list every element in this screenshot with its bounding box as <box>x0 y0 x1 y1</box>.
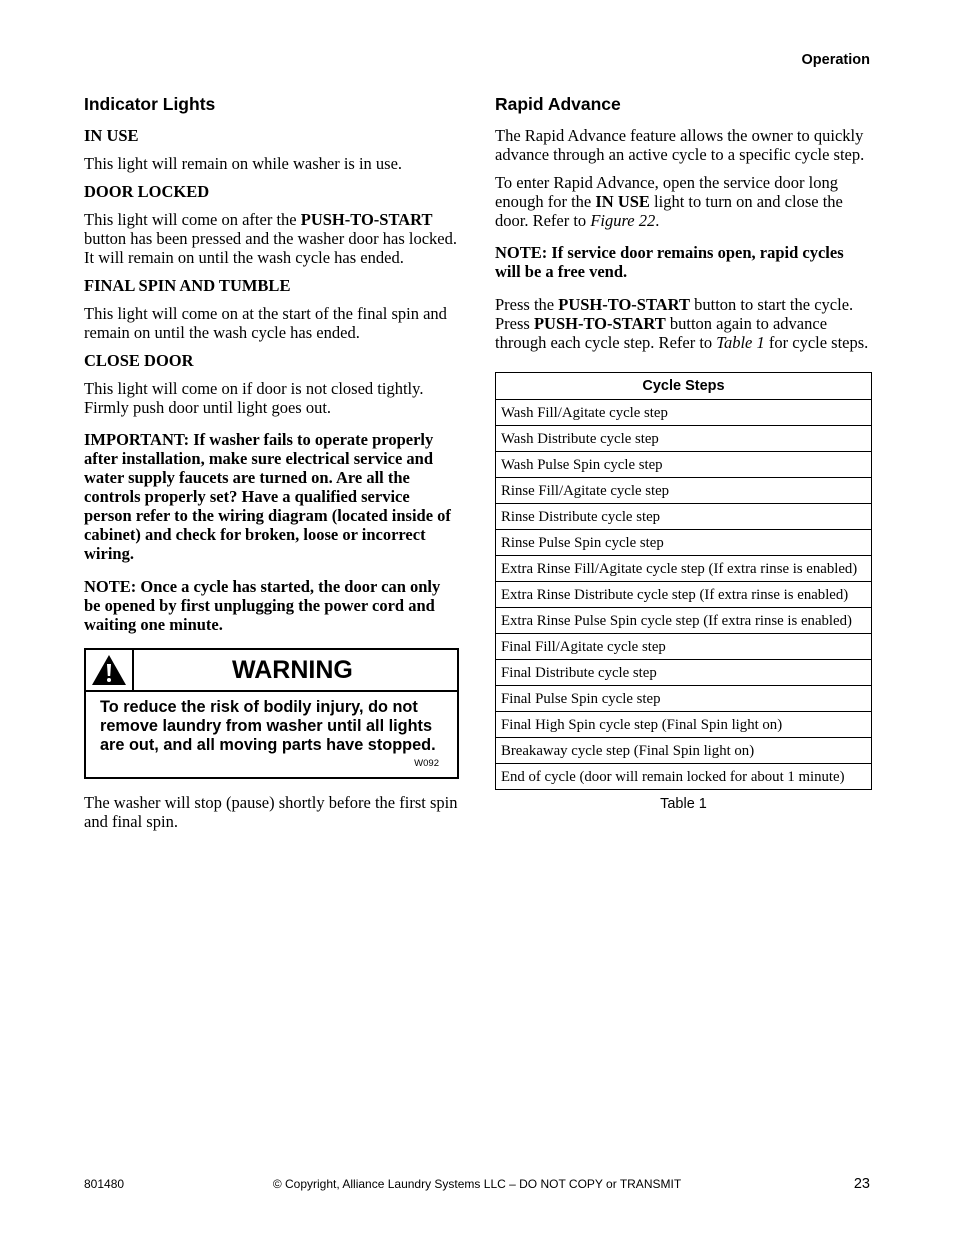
section-header: Operation <box>801 52 870 68</box>
cycle-step-cell: Final Fill/Agitate cycle step <box>496 634 872 660</box>
cycle-step-cell: Extra Rinse Distribute cycle step (If extra rinse is enabled) <box>496 582 872 608</box>
cycle-step-cell: Wash Distribute cycle step <box>496 426 872 452</box>
warning-icon-cell <box>86 650 134 690</box>
copyright-notice: © Copyright, Alliance Laundry Systems LLC – DO NOT COPY or TRANSMIT <box>272 1177 682 1191</box>
cycle-step-cell: Extra Rinse Pulse Spin cycle step (If extra rinse is enabled) <box>496 608 872 634</box>
cycle-steps-table <box>495 372 872 790</box>
table-row <box>496 660 872 686</box>
warning-title: WARNING <box>232 656 353 684</box>
push-to-start-text: Press the PUSH-TO-START button to start the cycle. Press PUSH-TO-START button again to advance through each cycle step. Refer to Table 1 for cycle steps. <box>495 295 869 352</box>
table-row <box>496 478 872 504</box>
cycle-step-cell: Final Pulse Spin cycle step <box>496 686 872 712</box>
close-door-heading: CLOSE DOOR <box>84 351 194 370</box>
table-caption: Table 1 <box>660 796 707 812</box>
left-column <box>84 92 459 840</box>
important-note: IMPORTANT: If washer fails to operate properly after installation, make sure electrical service and water supply faucets are turned on. Are all the controls properly set? Have a qualified service person refer to the wiring diagram (located inside of cabinet) and check for broken, loose or incorrect wiring. <box>84 430 451 563</box>
cycle-step-cell: Rinse Distribute cycle step <box>496 504 872 530</box>
door-locked-heading: DOOR LOCKED <box>84 182 210 201</box>
table-header: Cycle Steps <box>496 373 872 400</box>
table-row <box>496 686 872 712</box>
cycle-step-cell: Final High Spin cycle step (Final Spin light on) <box>496 712 872 738</box>
in-use-heading: IN USE <box>84 126 139 145</box>
table-row <box>496 400 872 426</box>
in-use-text: This light will remain on while washer is in use. <box>84 154 403 173</box>
indicator-lights-heading: Indicator Lights <box>84 94 216 114</box>
table-row <box>496 738 872 764</box>
cycle-step-cell: End of cycle (door will remain locked for about 1 minute) <box>496 764 872 790</box>
rapid-advance-heading: Rapid Advance <box>495 94 621 114</box>
table-row <box>496 530 872 556</box>
warning-triangle-icon <box>90 653 128 687</box>
rapid-advance-intro: The Rapid Advance feature allows the owner to quickly advance through an active cycle to a specific cycle step. <box>495 126 865 164</box>
close-door-text: This light will come on if door is not closed tightly. Firmly push door until light goes out. <box>84 379 424 417</box>
table-row <box>496 608 872 634</box>
door-note: NOTE: Once a cycle has started, the door can only be opened by first unplugging the power cord and waiting one minute. <box>84 577 441 634</box>
table-row <box>496 764 872 790</box>
cycle-step-cell: Rinse Fill/Agitate cycle step <box>496 478 872 504</box>
cycle-step-cell: Wash Pulse Spin cycle step <box>496 452 872 478</box>
table-row <box>496 426 872 452</box>
table-row <box>496 556 872 582</box>
free-vend-note: NOTE: If service door remains open, rapid cycles will be a free vend. <box>495 243 844 281</box>
table-row <box>496 582 872 608</box>
cycle-step-cell: Wash Fill/Agitate cycle step <box>496 400 872 426</box>
table-row <box>496 634 872 660</box>
cycle-step-cell: Final Distribute cycle step <box>496 660 872 686</box>
warning-code: W092 <box>414 758 439 769</box>
table-row <box>496 712 872 738</box>
warning-body: To reduce the risk of bodily injury, do not remove laundry from washer until all lights are out, and all moving parts have stopped. <box>100 698 436 754</box>
cycle-step-cell: Breakaway cycle step (Final Spin light on) <box>496 738 872 764</box>
cycle-step-cell: Rinse Pulse Spin cycle step <box>496 530 872 556</box>
page-number: 23 <box>853 1176 870 1192</box>
doc-number: 801480 <box>84 1177 125 1191</box>
warning-box <box>84 648 459 779</box>
enter-rapid-advance-text: To enter Rapid Advance, open the service door long enough for the IN USE light to turn on and close the door. Refer to Figure 22. <box>495 173 843 230</box>
right-column <box>495 92 872 812</box>
pause-text: The washer will stop (pause) shortly before the first spin and final spin. <box>84 793 458 831</box>
warning-header <box>86 650 457 692</box>
final-spin-heading: FINAL SPIN AND TUMBLE <box>84 276 291 295</box>
table-row <box>496 452 872 478</box>
door-locked-text: This light will come on after the PUSH-TO-START button has been pressed and the washer door has locked. It will remain on until the wash cycle has ended. <box>84 210 457 267</box>
cycle-step-cell: Extra Rinse Fill/Agitate cycle step (If extra rinse is enabled) <box>496 556 872 582</box>
table-row <box>496 504 872 530</box>
final-spin-text: This light will come on at the start of the final spin and remain on until the wash cycle has ended. <box>84 304 447 342</box>
